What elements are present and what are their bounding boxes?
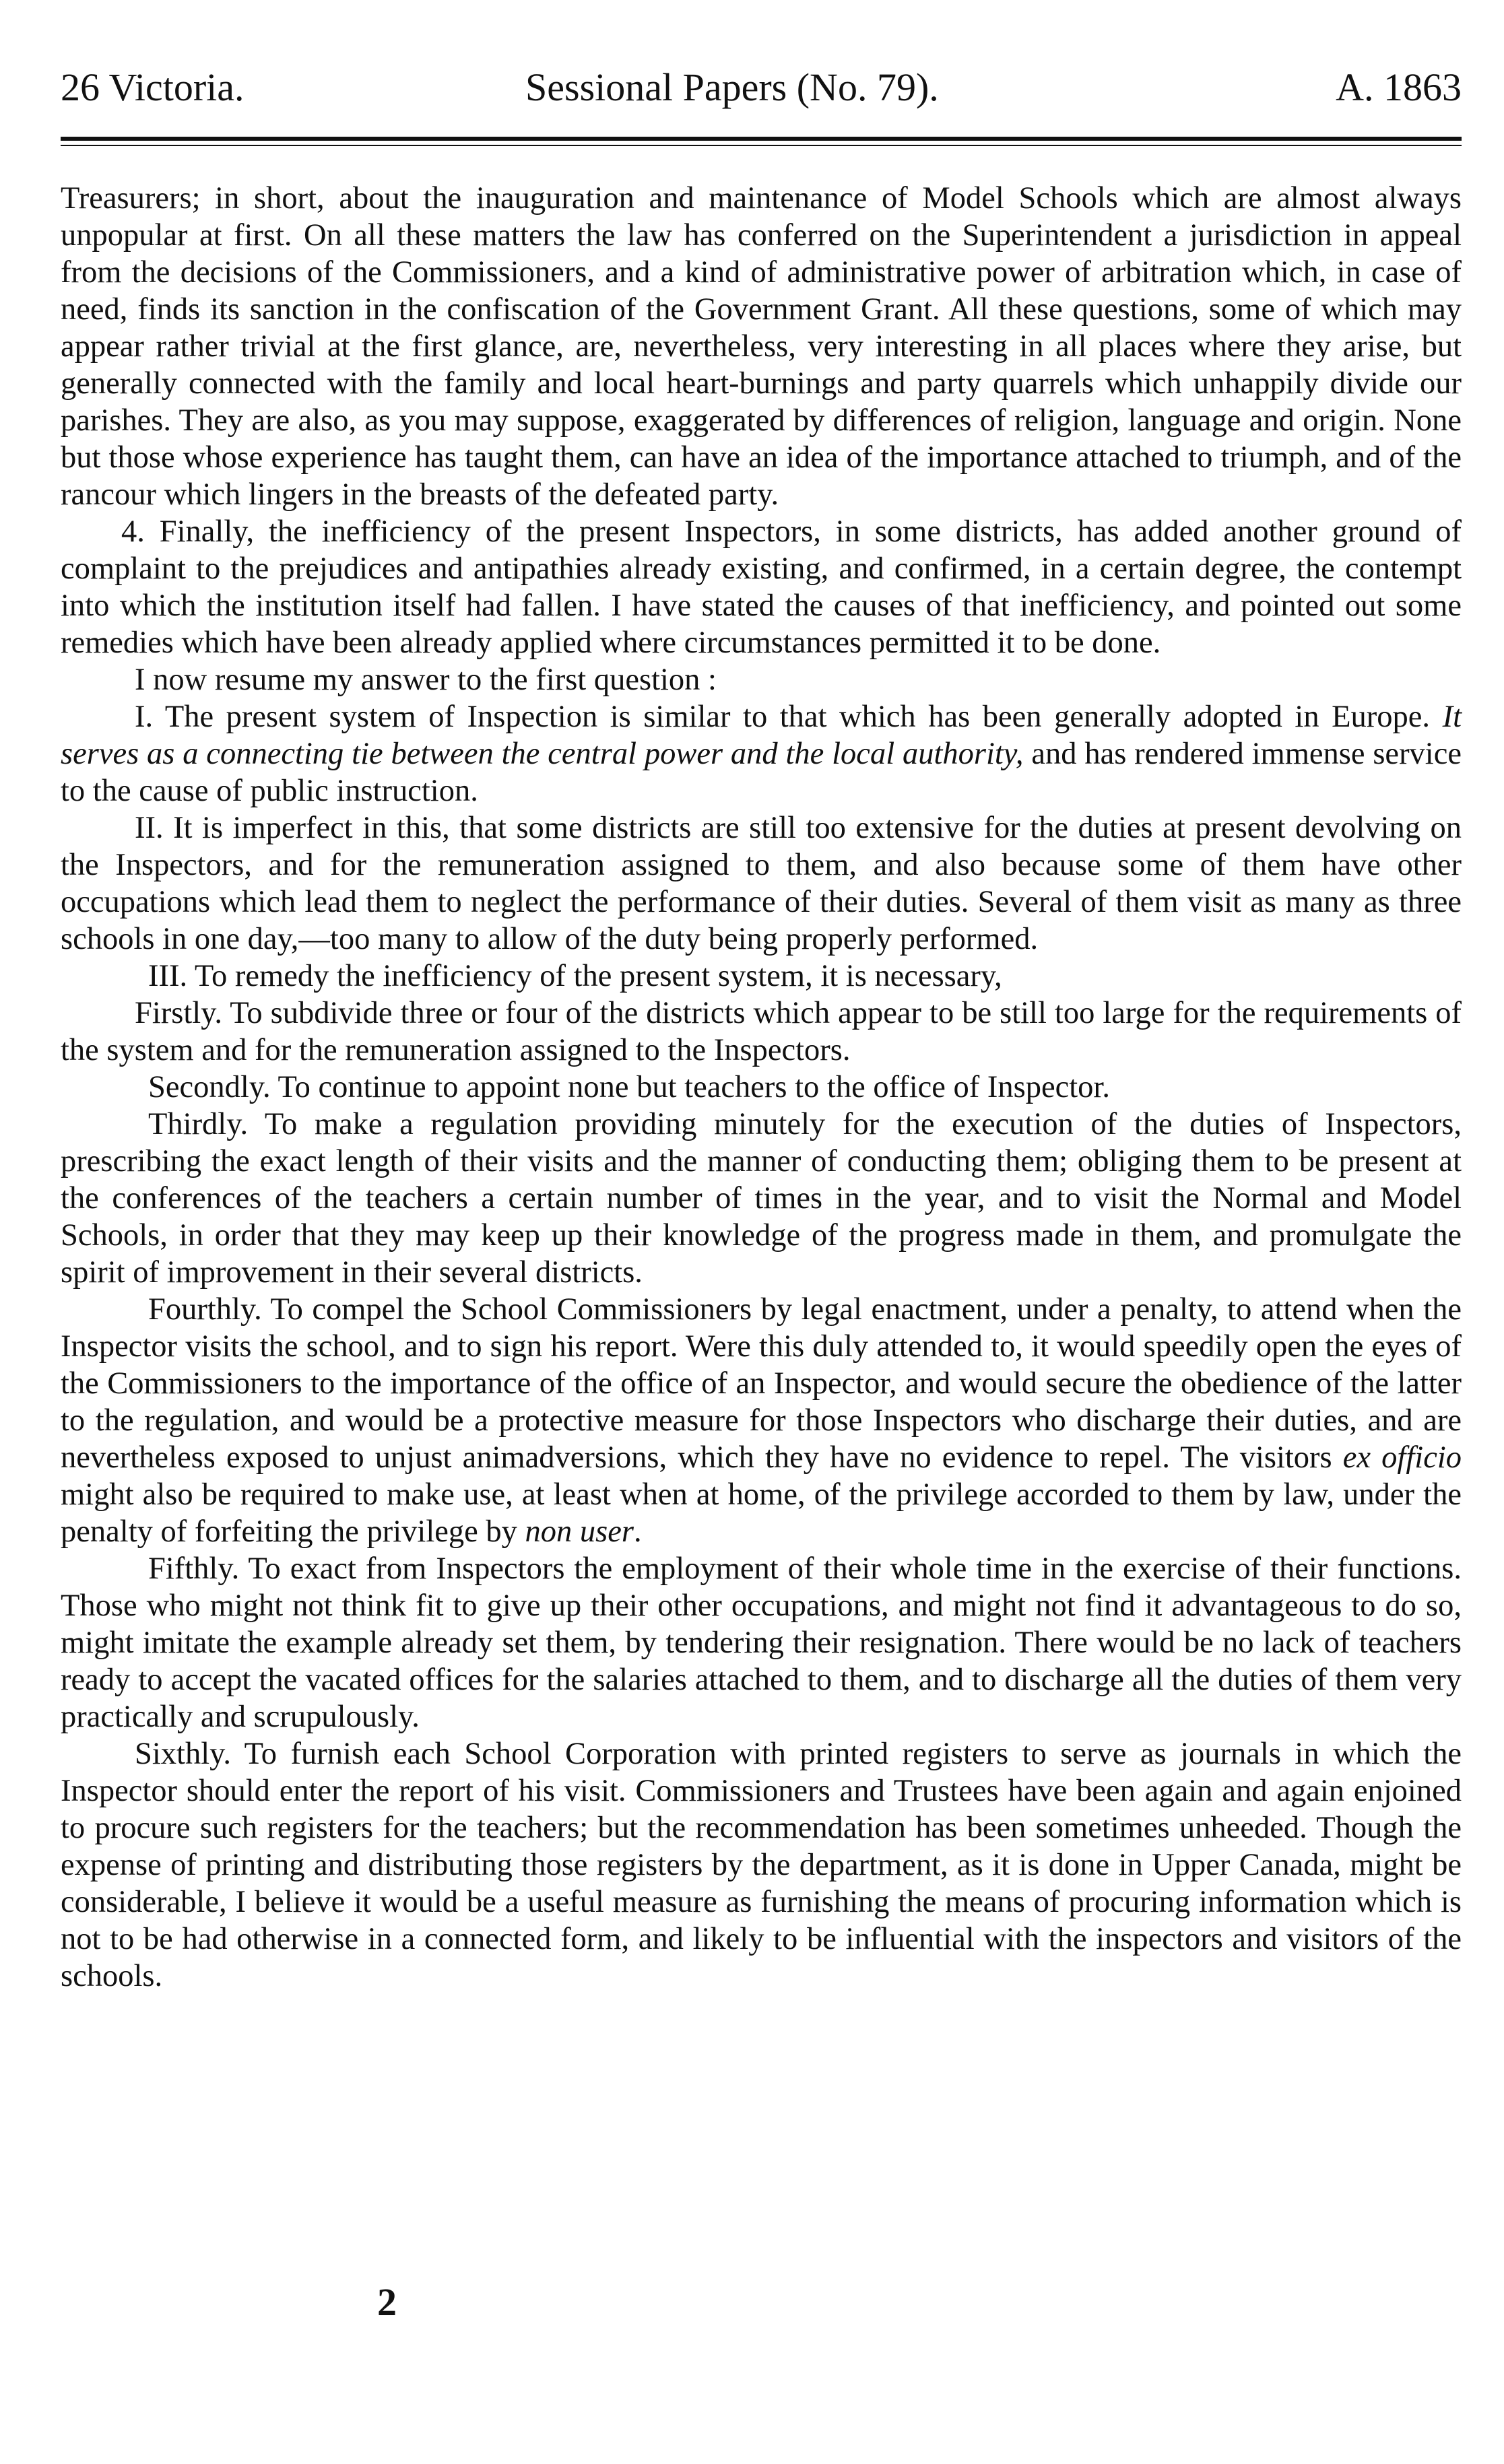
- paragraph: I. The present system of Inspection is similar to that which has been generally adopted in Europe. It serves as a connecting tie between the central power and the local authority, and has rendered immense service to the cause of public instruction.: [61, 700, 1462, 808]
- paragraph: Sixthly. To furnish each School Corporation with printed registers to serve as journals in which the Inspector should enter the report of his visit. Commissioners and Trustees have been again and again enjoined to procure such registers for the teachers; but the recommendation has been sometimes unheeded. Though the expense of printing and distributing those registers by the department, as it is done in Upper Canada, might be considerable, I believe it would be a useful measure as furnishing the means of procuring information which is not to be had otherwise in a connected form, and likely to be influential with the inspectors and visitors of the schools.: [61, 1737, 1462, 1993]
- page-number: 2: [377, 2280, 397, 2324]
- italic-phrase: non user: [525, 1514, 634, 1549]
- header-title: Sessional Papers (No. 79).: [525, 65, 939, 109]
- header-rule: [61, 137, 1462, 146]
- paragraph: Treasurers; in short, about the inauguration and maintenance of Model Schools which are almost always unpopular at first. On all these matters the law has conferred on the Superintendent a jurisdiction in appeal from the decisions of the Commissioners, and a kind of administrative power of arbitration which, in case of need, finds its sanction in the confiscation of the Government Grant. All these questions, some of which may appear rather trivial at the first glance, are, nevertheless, very interesting in all places where they arise, but generally connected with the family and local heart-burnings and party quarrels which unhappily divide our parishes. They are also, as you may suppose, exaggerated by differences of religion, language and origin. None but those whose experience has taught them, can have an idea of the importance attached to triumph, and of the rancour which lingers in the breasts of the defeated party.: [61, 181, 1462, 512]
- italic-phrase: It serves as a connecting tie between the central power and the local authority,: [61, 700, 1462, 771]
- italic-phrase: ex officio: [1342, 1440, 1462, 1475]
- paragraph: 4. Finally, the inefficiency of the present Inspectors, in some districts, has added another ground of complaint to the prejudices and antipathies already existing, and confirmed, in a certain degree, the contempt into which the institution itself had fallen. I have stated the causes of that inefficiency, and pointed out some remedies which have been already applied where circumstances permitted it to be done.: [61, 514, 1462, 660]
- header-year: A. 1863: [1336, 65, 1462, 109]
- paragraph: I now resume my answer to the first question :: [135, 663, 717, 697]
- paragraph: Fourthly. To compel the School Commissioners by legal enactment, under a penalty, to attend when the Inspector visits the school, and to sign his report. Were this duly attended to, it would speedily open the eyes of the Commissioners to the importance of the office of an Inspector, and would secure the obedience of the latter to the regulation, and would be a protective measure for those Inspectors who discharge their duties, and are nevertheless exposed to unjust animadversions, which they have no evidence to repel. The visitors ex officio might also be required to make use, at least when at home, of the privilege accorded to them by law, under the penalty of forfeiting the privilege by non user.: [61, 1292, 1462, 1549]
- paragraph: Thirdly. To make a regulation providing minutely for the execution of the duties of Inspectors, prescribing the exact length of their visits and the manner of conducting them; obliging them to be present at the conferences of the teachers a certain number of times in the year, and to visit the Normal and Model Schools, in order that they may keep up their knowledge of the progress made in them, and promulgate the spirit of improvement in their several districts.: [61, 1107, 1462, 1290]
- paragraph: Fifthly. To exact from Inspectors the employment of their whole time in the exercise of their functions. Those who might not think fit to give up their other occupations, and might not find it advantageous to do so, might imitate the example already set them, by tendering their resignation. There would be no lack of teachers ready to accept the vacated offices for the salaries attached to them, and to discharge all the duties of them very practically and scrupulously.: [61, 1552, 1462, 1734]
- body-text: [61, 180, 1462, 1995]
- header-session: 26 Victoria.: [61, 65, 244, 109]
- paragraph: III. To remedy the inefficiency of the present system, it is necessary,: [148, 959, 1002, 993]
- paragraph: Firstly. To subdivide three or four of the districts which appear to be still too large for the requirements of the system and for the remuneration assigned to the Inspectors.: [61, 996, 1462, 1067]
- paragraph: II. It is imperfect in this, that some districts are still too extensive for the duties at present devolving on the Inspectors, and for the remuneration assigned to them, and also because some of them have other occupations which lead them to neglect the performance of their duties. Several of them visit as many as three schools in one day,—too many to allow of the duty being properly performed.: [61, 811, 1462, 956]
- document-page: [61, 64, 1462, 2407]
- running-header: [61, 64, 1462, 111]
- paragraph: Secondly. To continue to appoint none but teachers to the office of Inspector.: [148, 1070, 1110, 1104]
